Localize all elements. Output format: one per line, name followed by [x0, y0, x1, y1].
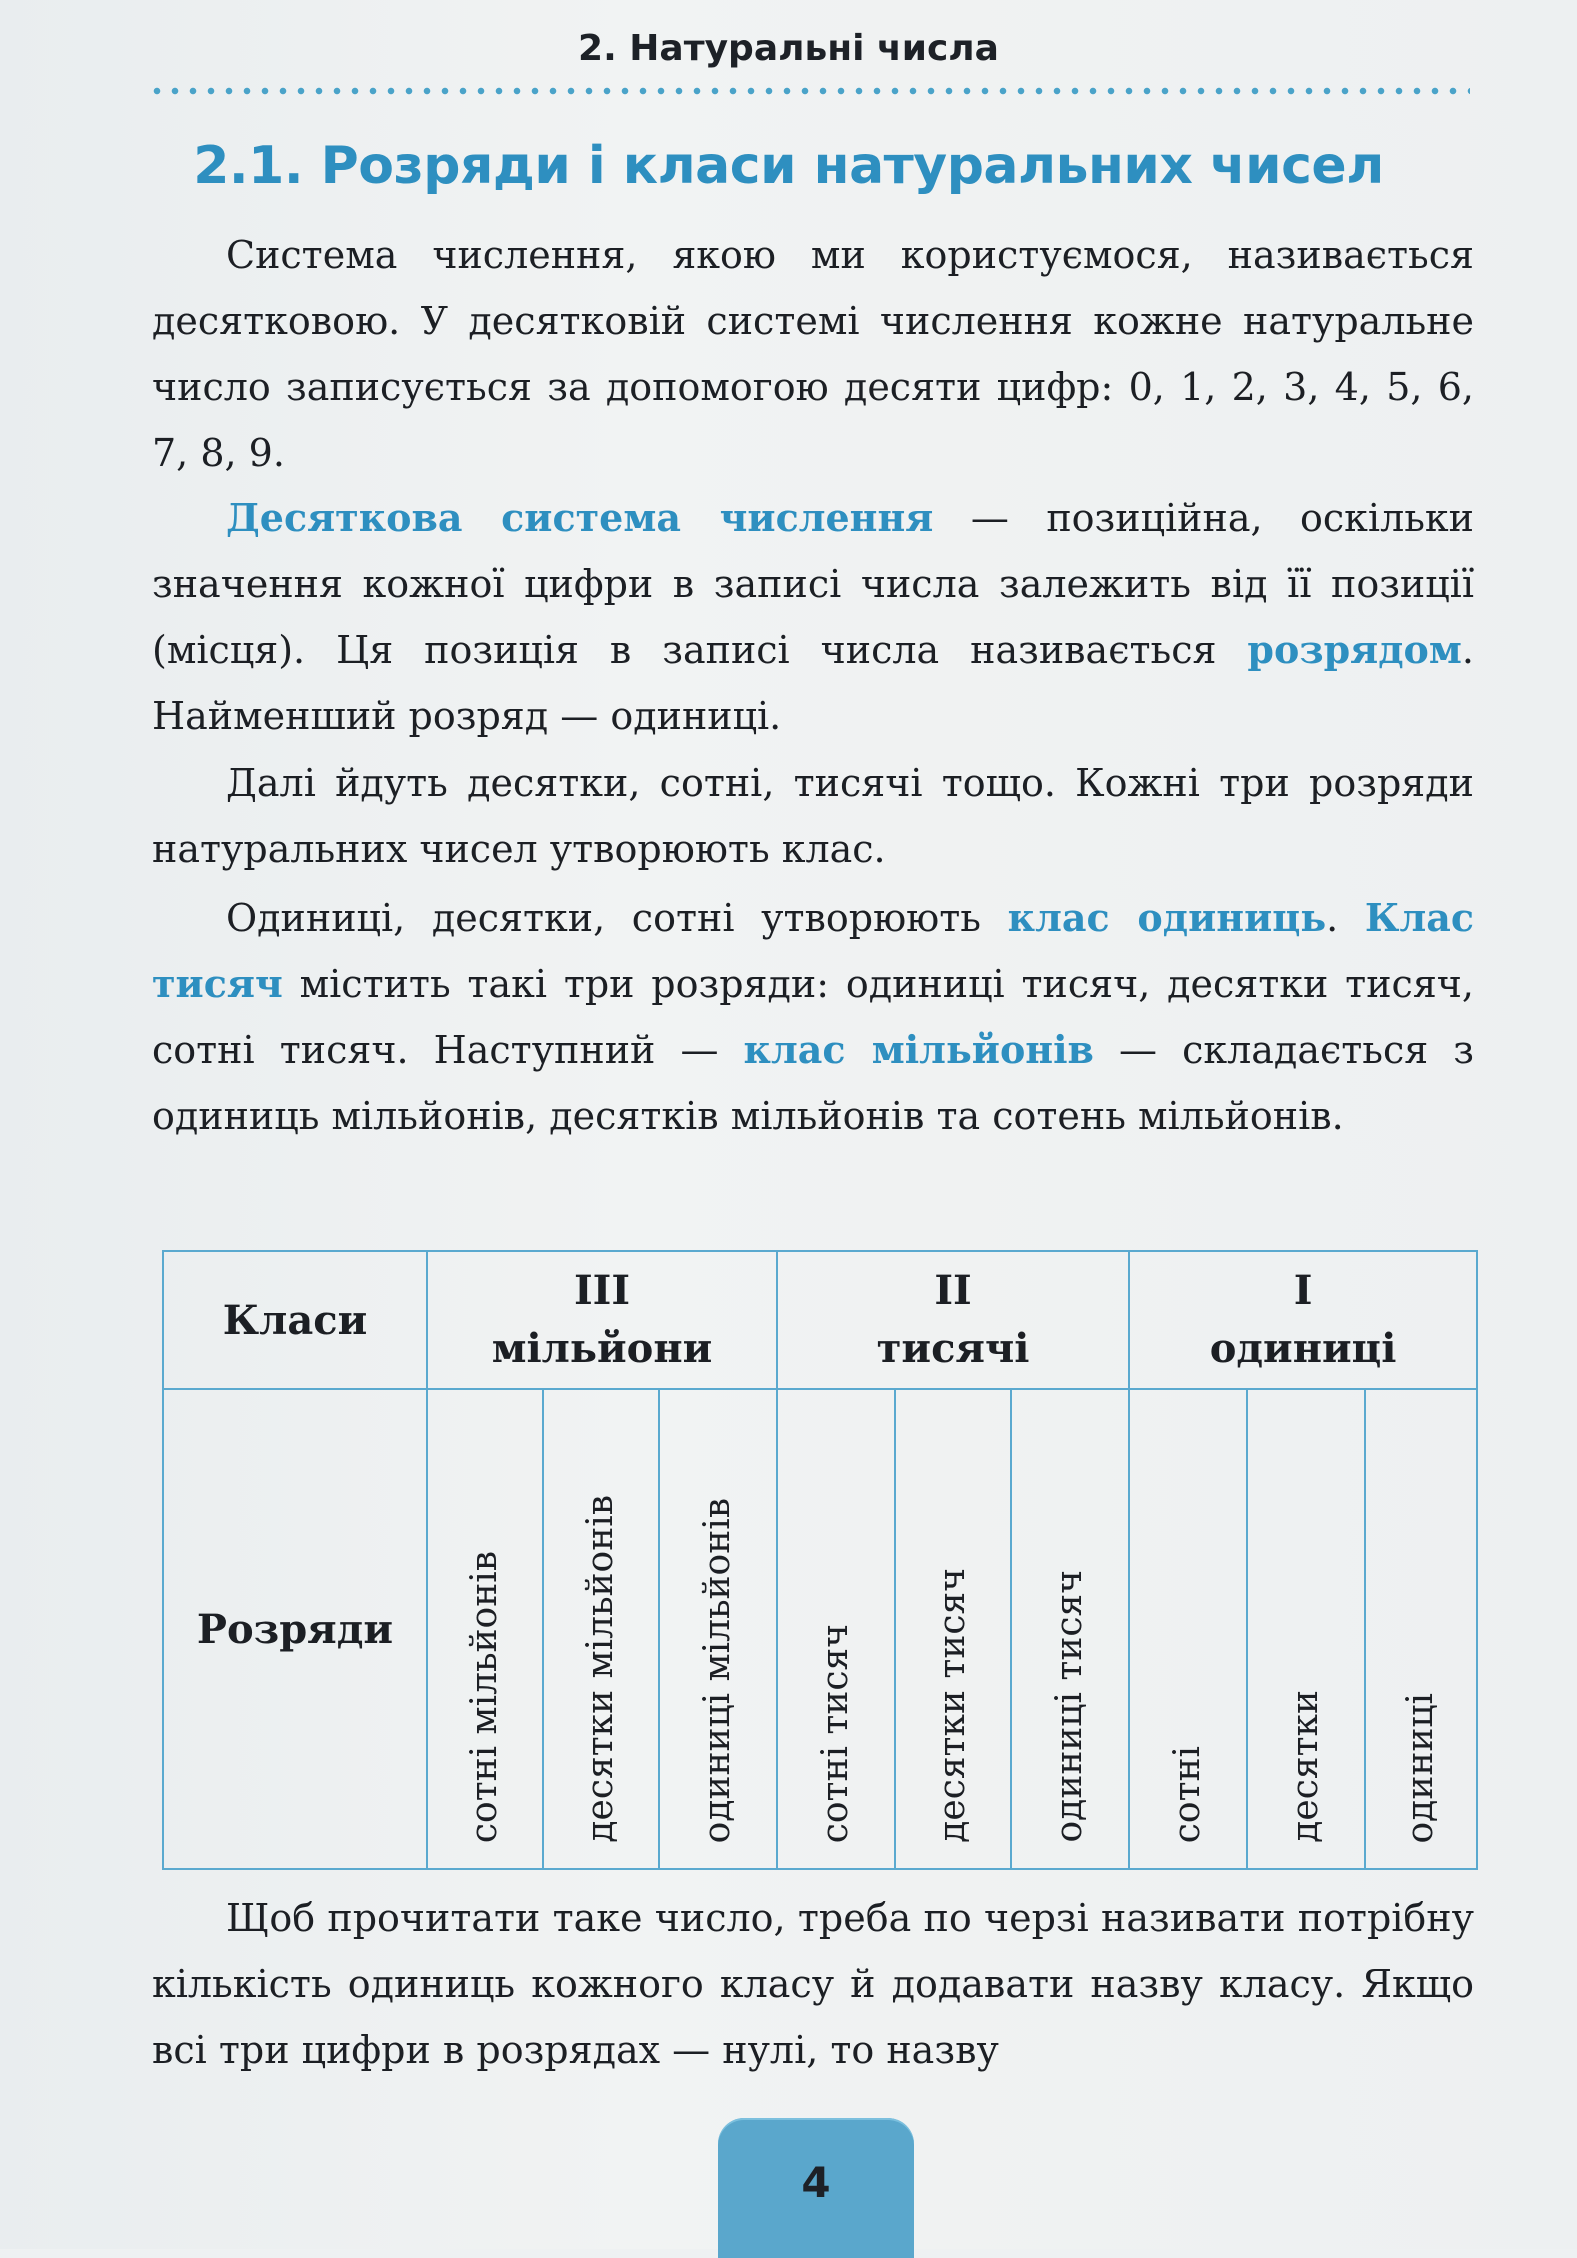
digit-cell — [895, 1389, 1011, 1869]
class-roman-3: III — [573, 1267, 631, 1314]
digit-cell — [1247, 1389, 1365, 1869]
digit-label: одиниці тисяч — [1049, 1570, 1091, 1843]
class-units — [1129, 1251, 1477, 1389]
digit-cell — [1365, 1389, 1477, 1869]
digit-cell — [427, 1389, 543, 1869]
chapter-header: 2. Натуральні числа — [578, 28, 999, 69]
paragraph-2-text-a: — позиційна, оскільки значення кожної цифри в записі числа залежить від її позиції (місця). Ця позиція в записі числа називається — [152, 496, 1474, 672]
paragraph-4-text-d: — складається з одиниць мільйонів, десятків мільйонів та сотень мільйонів. — [152, 1028, 1475, 1138]
digit-cell — [777, 1389, 895, 1869]
classes-table — [162, 1250, 1478, 1870]
class-millions — [427, 1251, 777, 1389]
paragraph-4-text-c: містить такі три розряди: одиниці тисяч, десятки тисяч, сотні тисяч. Наступний — — [152, 962, 1474, 1072]
digit-label: сотні мільйонів — [464, 1550, 505, 1843]
term-class-thousands: Клас тисяч — [152, 895, 1474, 1006]
paragraph-4-text-a: Одиниці, десятки, сотні утворюють — [226, 896, 1008, 940]
class-roman-2: II — [934, 1267, 972, 1314]
digit-cell — [1011, 1389, 1129, 1869]
digit-label: сотні тисяч — [815, 1623, 857, 1843]
term-decimal-system: Десяткова система числення — [226, 495, 934, 540]
paragraph-4-text-b: . — [1326, 896, 1365, 940]
term-rank: розрядом — [1247, 627, 1462, 672]
page-number: 4 — [801, 2158, 831, 2207]
class-roman-1: I — [1293, 1267, 1313, 1314]
row-label-digits: Розряди — [163, 1389, 427, 1869]
paragraph-5: Щоб прочитати таке число, треба по черзі називати потрібну кількість одиниць кожного класу й додавати назву класу. Якщо всі три цифри в розрядах — нулі, то назву — [152, 1896, 1474, 2072]
digit-cell — [1129, 1389, 1247, 1869]
digit-cell — [543, 1389, 659, 1869]
term-class-millions: клас мільйонів — [743, 1027, 1094, 1072]
digit-label: десятки тисяч — [932, 1568, 974, 1843]
paragraph-1: Система числення, якою ми користуємося, називається десятковою. У десятковій системі числення кожне натуральне число записується за допомогою десяти цифр: 0, 1, 2, 3, 4, 5, 6, 7, 8, 9. — [152, 233, 1474, 475]
paragraph-3: Далі йдуть десятки, сотні, тисячі тощо. Кожні три розряди натуральних чисел утворюють клас. — [152, 761, 1474, 871]
digit-label: одиниці — [1400, 1692, 1442, 1843]
class-thousands — [777, 1251, 1129, 1389]
paragraph-2-text-b: . Найменший розряд — одиниці. — [152, 628, 1474, 738]
class-name-thousands: тисячі — [876, 1325, 1030, 1372]
digit-label: сотні — [1167, 1745, 1209, 1843]
paragraph-2 — [152, 485, 1474, 749]
paragraph-4 — [152, 885, 1474, 1149]
class-name-units: одиниці — [1209, 1325, 1397, 1372]
digit-cell — [659, 1389, 777, 1869]
term-class-units: клас одиниць — [1007, 895, 1327, 940]
class-name-millions: мільйони — [491, 1325, 713, 1372]
digit-label: одиниці мільйонів — [697, 1497, 739, 1843]
section-title: 2.1. Розряди і класи натуральних чисел — [193, 136, 1384, 196]
digit-label: десятки — [1285, 1690, 1327, 1843]
digit-label: десятки мільйонів — [580, 1495, 621, 1843]
row-label-classes: Класи — [163, 1251, 427, 1389]
dotted-divider — [148, 86, 1470, 96]
